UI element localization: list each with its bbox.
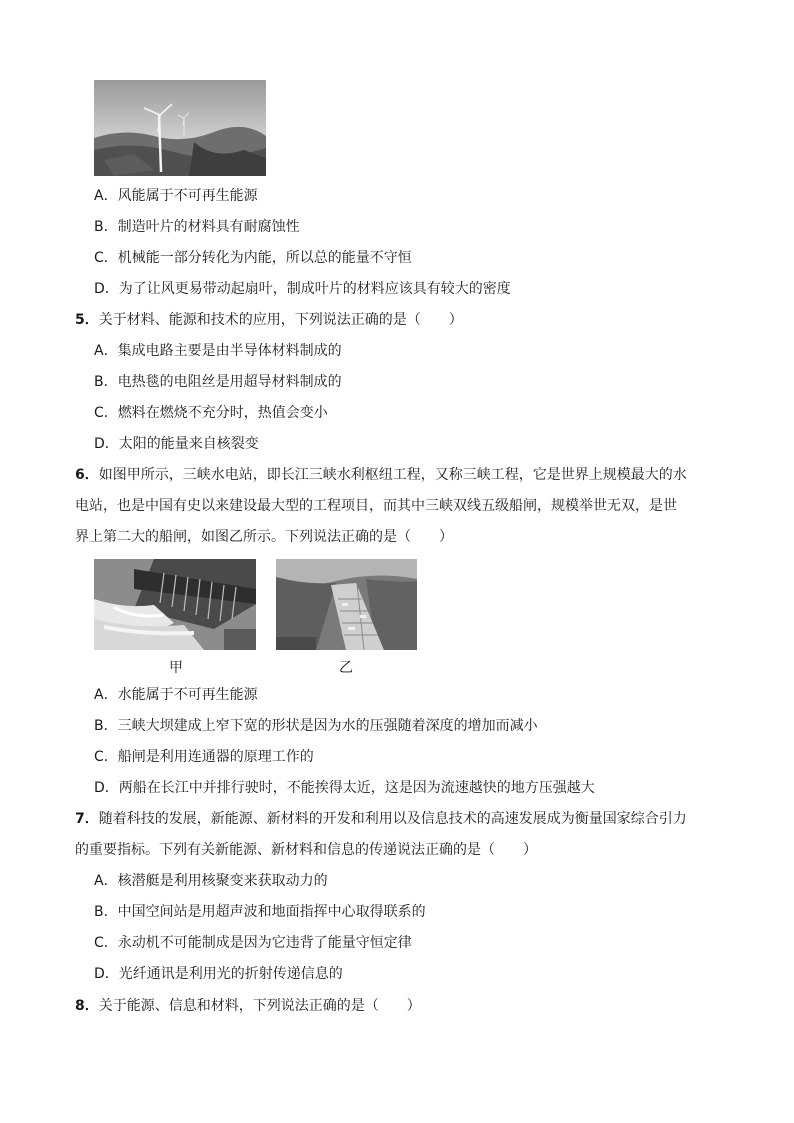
q5-option-b: B．电热毯的电阻丝是用超导材料制成的 (94, 374, 342, 390)
caption-yi: 乙 (339, 660, 353, 676)
question-stem: 关于材料、能源和技术的应用，下列说法正确的是（ ） (98, 312, 463, 328)
dam-photo (94, 559, 256, 650)
question-7-line-2: 的重要指标。下列有关新能源、新材料和信息的传递说法正确的是（ ） (75, 842, 537, 858)
q6-option-d: D．两船在长江中并排行驶时，不能挨得太近，这是因为流速越快的地方压强越大 (94, 780, 595, 796)
q6-option-a: A．水能属于不可再生能源 (94, 687, 258, 703)
question-stem: 随着科技的发展，新能源、新材料的开发和利用以及信息技术的高速发展成为衡量国家综合引力 (98, 811, 687, 827)
q7-option-a: A．核潜艇是利用核聚变来获取动力的 (94, 873, 328, 889)
q6-option-c: C．船闸是利用连通器的原理工作的 (94, 749, 314, 765)
q7-option-b: B．中国空间站是用超声波和地面指挥中心取得联系的 (94, 904, 426, 920)
q5-option-a: A．集成电路主要是由半导体材料制成的 (94, 343, 342, 359)
question-number: 6． (75, 467, 99, 483)
q7-option-c: C．永动机不可能制成是因为它违背了能量守恒定律 (94, 935, 412, 951)
question-8 (75, 996, 421, 1016)
q5-option-d: D．太阳的能量来自核裂变 (94, 436, 259, 452)
question-number: 7． (75, 811, 99, 827)
ship-lock-photo (276, 559, 417, 650)
question-5 (75, 310, 463, 330)
q7-option-d: D．光纤通讯是利用光的折射传递信息的 (94, 966, 343, 982)
question-6-line-3: 界上第二大的船闸，如图乙所示。下列说法正确的是（ ） (75, 529, 453, 545)
caption-jia: 甲 (169, 660, 183, 676)
question-6-line-1 (75, 465, 687, 485)
q4-option-c: C．机械能一部分转化为内能，所以总的能量不守恒 (94, 250, 412, 266)
question-number: 5． (75, 312, 99, 328)
question-stem: 关于能源、信息和材料，下列说法正确的是（ ） (98, 998, 421, 1014)
question-6-line-2: 电站，也是中国有史以来建设最大型的工程项目，而其中三峡双线五级船闸，规模举世无双，是世 (75, 498, 677, 514)
q6-option-b: B．三峡大坝建成上窄下宽的形状是因为水的压强随着深度的增加而减小 (94, 718, 538, 734)
question-number: 8． (75, 998, 99, 1014)
q4-option-a: A．风能属于不可再生能源 (94, 188, 258, 204)
q4-option-b: B．制造叶片的材料具有耐腐蚀性 (94, 219, 300, 235)
question-stem: 如图甲所示，三峡水电站，即长江三峡水利枢纽工程，又称三峡工程，它是世界上规模最大的水 (98, 467, 687, 483)
q5-option-c: C．燃料在燃烧不充分时，热值会变小 (94, 405, 328, 421)
wind-turbine-photo (94, 80, 266, 176)
q4-option-d: D．为了让风更易带动起扇叶，制成叶片的材料应该具有较大的密度 (94, 281, 511, 297)
question-7-line-1 (75, 809, 687, 829)
